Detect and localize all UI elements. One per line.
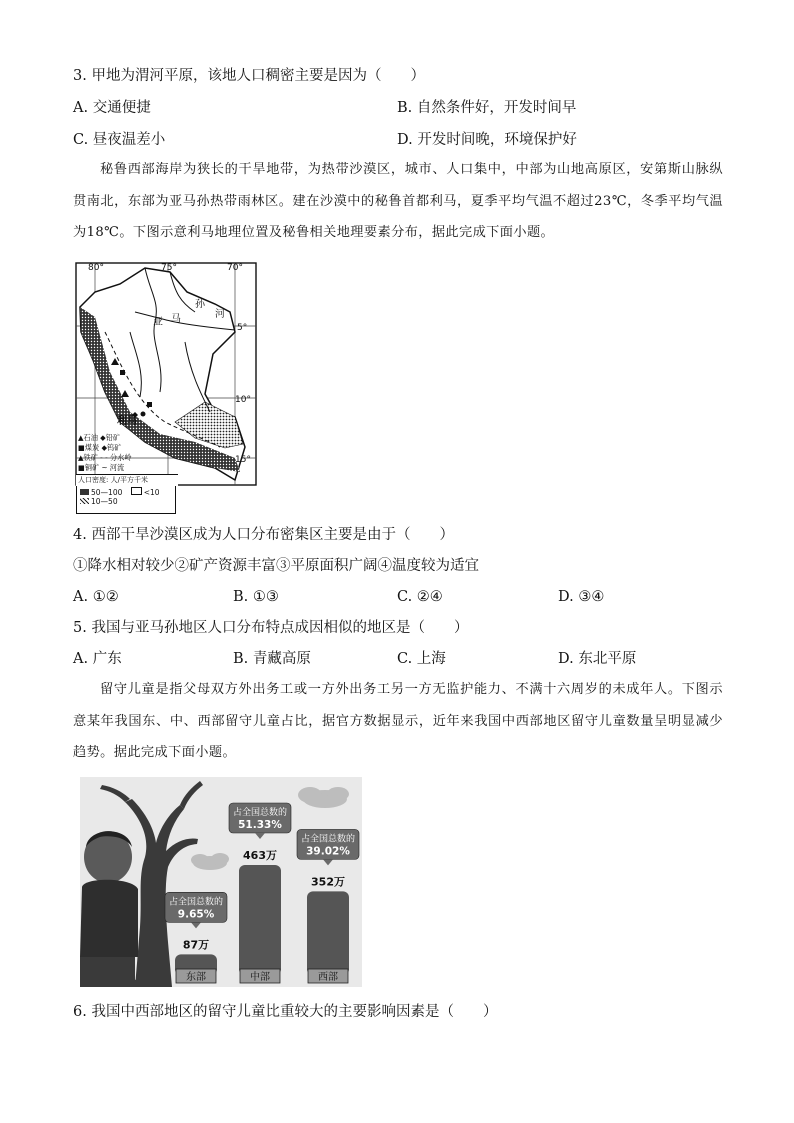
q3-option-c: C. 昼夜温差小 xyxy=(73,132,166,148)
q5-option-d: D. 东北平原 xyxy=(558,651,637,667)
q5-option-b: B. 青藏高原 xyxy=(233,651,311,667)
lon-label-80: 80° xyxy=(88,263,104,273)
value-label-0: 87万 xyxy=(182,938,210,952)
q4-option-b: B. ①③ xyxy=(233,589,279,605)
river-char-1: 亚 xyxy=(153,317,163,328)
peru-map xyxy=(75,262,257,486)
river-char-4: 河 xyxy=(215,309,225,320)
share-title-0: 占全国总数的 xyxy=(168,897,224,908)
share-title-2: 占全国总数的 xyxy=(300,834,356,845)
lat-label-10: 10° xyxy=(235,395,251,405)
q5-option-a: A. 广东 xyxy=(73,651,122,667)
q4-items: ①降水相对较少②矿产资源丰富③平原面积广阔④温度较为适宜 xyxy=(73,558,479,574)
map-density-legend xyxy=(76,474,178,486)
category-label-1: 中部 xyxy=(250,972,270,983)
legend-row-4: ■铜矿 ~ 河流 xyxy=(78,463,125,472)
density-class-2: <10 xyxy=(143,488,160,497)
value-label-1: 463万 xyxy=(243,849,277,862)
density-legend-title: 人口密度: 人/平方千米 xyxy=(78,476,148,484)
q4-option-c: C. ②④ xyxy=(397,589,443,605)
q5-stem: 5. 我国与亚马孙地区人口分布特点成因相似的地区是（ ） xyxy=(73,620,469,636)
legend-row-1: ▲石油 ◆铅矿 xyxy=(78,433,121,442)
bar-2 xyxy=(307,891,349,975)
value-label-2: 352万 xyxy=(311,875,345,889)
q6-stem: 6. 我国中西部地区的留守儿童比重较大的主要影响因素是（ ） xyxy=(73,1004,498,1020)
lon-label-75: 75° xyxy=(161,263,177,273)
density-class-1: 50—100 xyxy=(91,488,123,497)
q4-option-a: A. ①② xyxy=(73,589,119,605)
legend-row-2: ■煤炭 ◆钨矿 xyxy=(78,443,122,452)
left-behind-children-chart xyxy=(80,777,362,987)
lima-dot xyxy=(141,412,146,417)
q5-option-c: C. 上海 xyxy=(397,651,446,667)
lima-label: 利马 xyxy=(117,416,137,427)
share-value-0: 9.65% xyxy=(177,908,215,921)
share-value-2: 39.02% xyxy=(306,845,350,858)
q4-option-d: D. ③④ xyxy=(558,589,605,605)
q3-option-d: D. 开发时间晚，环境保护好 xyxy=(397,132,577,148)
category-label-2: 西部 xyxy=(318,972,338,983)
river-char-2: 马 xyxy=(171,314,181,325)
share-value-1: 51.33% xyxy=(238,819,282,831)
lon-label-70: 70° xyxy=(227,263,243,273)
share-title-1: 占全国总数的 xyxy=(232,808,288,818)
q3-stem: 3. 甲地为渭河平原，该地人口稠密主要是因为（ ） xyxy=(73,68,425,84)
river-char-3: 孙 xyxy=(195,299,205,310)
lat-label-15: 15° xyxy=(235,455,251,465)
category-label-0: 东部 xyxy=(186,972,206,983)
q3-option-b: B. 自然条件好，开发时间早 xyxy=(397,100,577,116)
q4-stem: 4. 西部干旱沙漠区成为人口分布密集区主要是由于（ ） xyxy=(73,527,454,543)
q3-option-a: A. 交通便捷 xyxy=(73,100,151,116)
density-class-3: 10—50 xyxy=(91,497,118,506)
children-intro-paragraph: 留守儿童是指父母双方外出务工或一方外出务工另一方无监护能力、不满十六周岁的未成年人。下图示意某年我国东、中、西部留守儿童占比，据官方数据显示，近年来我国中西部地区留守儿童数量呈明显减少趋势。据此完成下面小题。 xyxy=(73,682,723,760)
lat-label-5: 5° xyxy=(237,323,248,333)
peru-intro-paragraph: 秘鲁西部海岸为狭长的干旱地带，为热带沙漠区，城市、人口集中，中部为山地高原区，安第斯山脉纵贯南北，东部为亚马孙热带雨林区。建在沙漠中的秘鲁首都利马，夏季平均气温不超过23℃，冬季平均气温为18℃。下图示意利马地理位置及秘鲁相关地理要素分布，据此完成下面小题。 xyxy=(73,162,723,240)
density-legend-swatches xyxy=(76,486,176,514)
bar-1 xyxy=(239,865,281,975)
legend-row-3: ▲铁矿 - - 分水岭 xyxy=(78,453,132,462)
child-illustration xyxy=(80,831,138,987)
